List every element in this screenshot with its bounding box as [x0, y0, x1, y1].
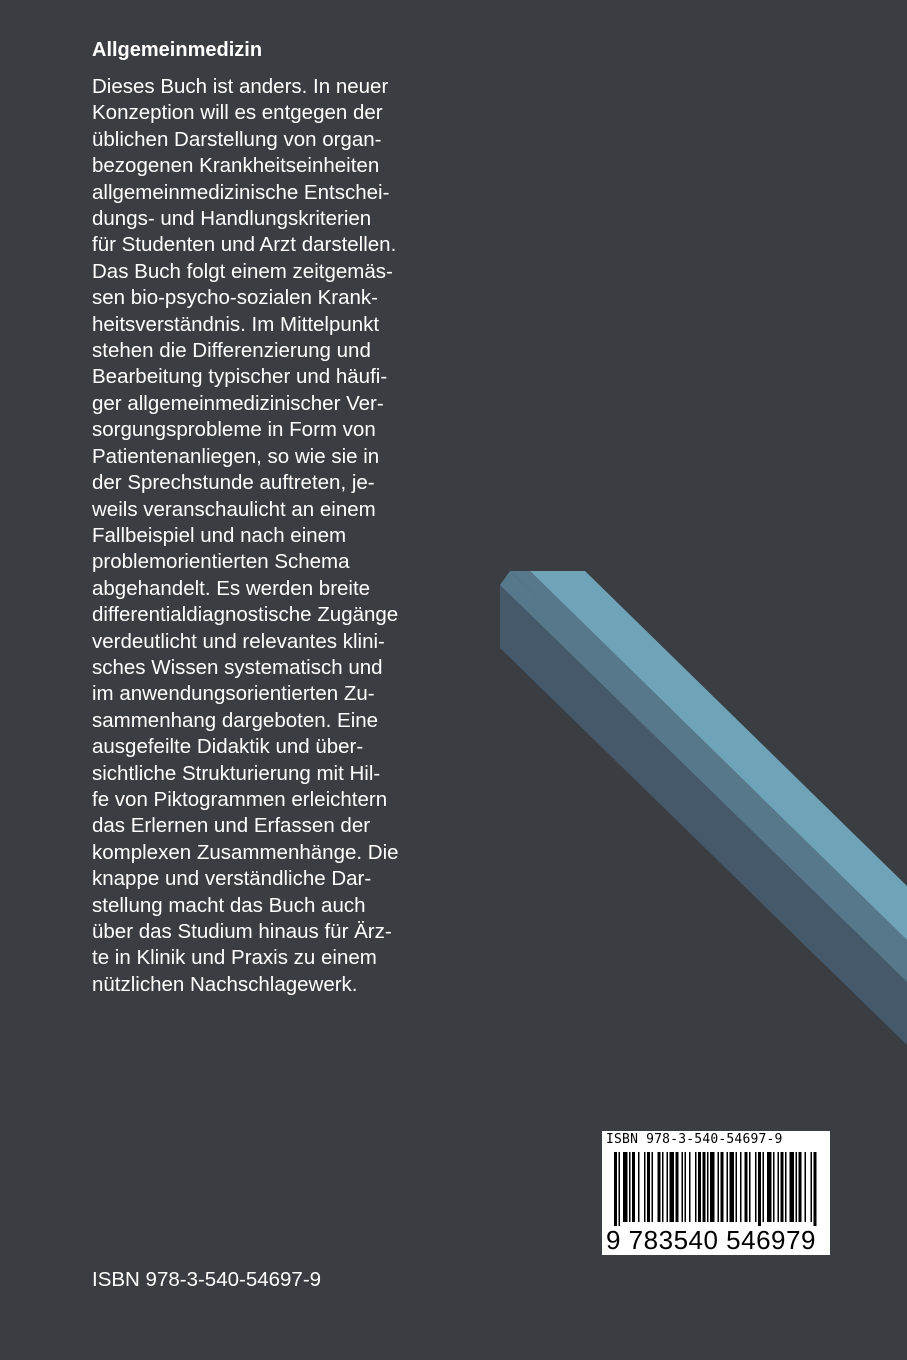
barcode-bar [667, 1152, 669, 1222]
blurb-line: Patientenanliegen, so wie sie in [92, 444, 380, 468]
barcode-bar [749, 1152, 751, 1222]
barcode-bar [614, 1152, 617, 1226]
blurb-line: Bearbeitung typischer und häufi- [92, 365, 388, 389]
barcode-bar [670, 1152, 675, 1222]
blurb-line: stehen die Differenzierung und [92, 339, 371, 363]
barcode-bar [740, 1152, 742, 1222]
blurb-line: sches Wissen systematisch und [92, 655, 383, 679]
barcode-bar [781, 1152, 784, 1222]
barcode-bar [745, 1152, 748, 1222]
blurb-line: Das Buch folgt einem zeitgemäs- [92, 259, 393, 283]
blurb-line: sen bio-psycho-sozialen Krank- [92, 286, 378, 310]
blurb-line: heitsverständnis. Im Mittelpunkt [92, 312, 380, 336]
barcode-bar [652, 1152, 654, 1222]
blurb-line: Fallbeispiel und nach einem [92, 523, 347, 547]
barcode-bar [814, 1152, 817, 1226]
barcode-bar [629, 1152, 631, 1222]
bar-mid [500, 571, 907, 982]
barcode-bar [632, 1152, 635, 1222]
blurb-line: für Studenten und Arzt darstellen. [92, 233, 397, 257]
blurb-line: differentialdiagnostische Zugänge [92, 603, 399, 627]
blurb-line: weils veranschaulicht an einem [92, 497, 376, 521]
blurb-line: fe von Piktogrammen erleichtern [92, 787, 388, 811]
blurb-line: nützlichen Nachschlagewerk. [92, 972, 358, 996]
barcode-bar [703, 1152, 706, 1222]
barcode-bar [718, 1152, 720, 1222]
blurb-line: te in Klinik und Praxis zu einem [92, 946, 377, 970]
barcode-bar [758, 1152, 761, 1226]
barcode-bar [773, 1152, 775, 1222]
barcode-bar [676, 1152, 679, 1222]
barcode-bar [796, 1152, 798, 1222]
barcode-isbn-label: ISBN 978-3-540-54697-9 [606, 1132, 783, 1147]
barcode-bar [685, 1152, 687, 1222]
blurb-line: das Erlernen und Erfassen der [92, 814, 371, 838]
barcode-bar [710, 1152, 715, 1222]
blurb-line: über das Studium hinaus für Ärz- [92, 920, 392, 943]
barcode-bar [736, 1152, 738, 1222]
barcode-bar [662, 1152, 664, 1222]
barcode-bar [689, 1152, 691, 1222]
blurb-line: stellung macht das Buch auch [92, 893, 366, 917]
barcode-bar [721, 1152, 724, 1222]
blurb-text [92, 74, 452, 998]
barcode-bar [755, 1152, 757, 1222]
barcode-bar [785, 1152, 787, 1222]
blurb-line: sichtliche Strukturierung mit Hil- [92, 761, 381, 785]
blurb-line: üblichen Darstellung von organ- [92, 127, 382, 151]
barcode-bar [695, 1152, 697, 1222]
barcode-bar [811, 1152, 813, 1222]
barcode-bar [763, 1152, 765, 1222]
blurb-line: Dieses Buch ist anders. In neuer [92, 75, 389, 98]
blurb-line: sorgungsprobleme in Form von [92, 418, 376, 442]
barcode-bar [682, 1152, 684, 1222]
bar-dark [500, 585, 907, 1045]
barcode-bar [790, 1152, 795, 1222]
barcode-bar [698, 1152, 701, 1222]
book-title: Allgemeinmedizin [92, 39, 263, 61]
blurb-line: komplexen Zusammenhänge. Die [92, 840, 399, 864]
blurb-line: problemorientierten Schema [92, 550, 350, 574]
footer-isbn: ISBN 978-3-540-54697-9 [92, 1268, 322, 1291]
blurb-line: allgemeinmedizinische Entschei- [92, 180, 390, 204]
blurb-line: abgehandelt. Es werden breite [92, 576, 371, 600]
barcode-bar [778, 1152, 780, 1222]
barcode [604, 1150, 828, 1226]
blurb-line: sammenhang dargeboten. Eine [92, 708, 379, 732]
barcode-bar [707, 1152, 709, 1222]
blurb-line: knappe und verständliche Dar- [92, 867, 372, 891]
blurb-line: verdeutlicht und relevantes klini- [92, 629, 385, 653]
blurb-line: Konzeption will es entgegen der [92, 101, 383, 125]
barcode-bar [638, 1152, 640, 1222]
barcode-bar [647, 1152, 650, 1222]
barcode-bar [658, 1152, 661, 1222]
blurb-line: dungs- und Handlungskriterien [92, 207, 372, 231]
blurb-line: ausgefeilte Didaktik und über- [92, 735, 364, 759]
blurb-line: der Sprechstunde auftreten, je- [92, 471, 375, 495]
barcode-bar [727, 1152, 729, 1222]
barcode-bar [799, 1152, 802, 1222]
barcode-bar [644, 1152, 646, 1222]
blurb-line: bezogenen Krankheitseinheiten [92, 154, 380, 178]
barcode-digits: 9 783540 546979 [606, 1225, 816, 1255]
barcode-bar [619, 1152, 621, 1226]
barcode-bar [805, 1152, 807, 1222]
blurb-line: im anwendungsorientierten Zu- [92, 682, 375, 706]
barcode-bar [623, 1152, 628, 1222]
blurb-line: ger allgemeinmedizinischer Ver- [92, 391, 384, 415]
barcode-bar [767, 1152, 772, 1222]
barcode-bar [730, 1152, 735, 1222]
